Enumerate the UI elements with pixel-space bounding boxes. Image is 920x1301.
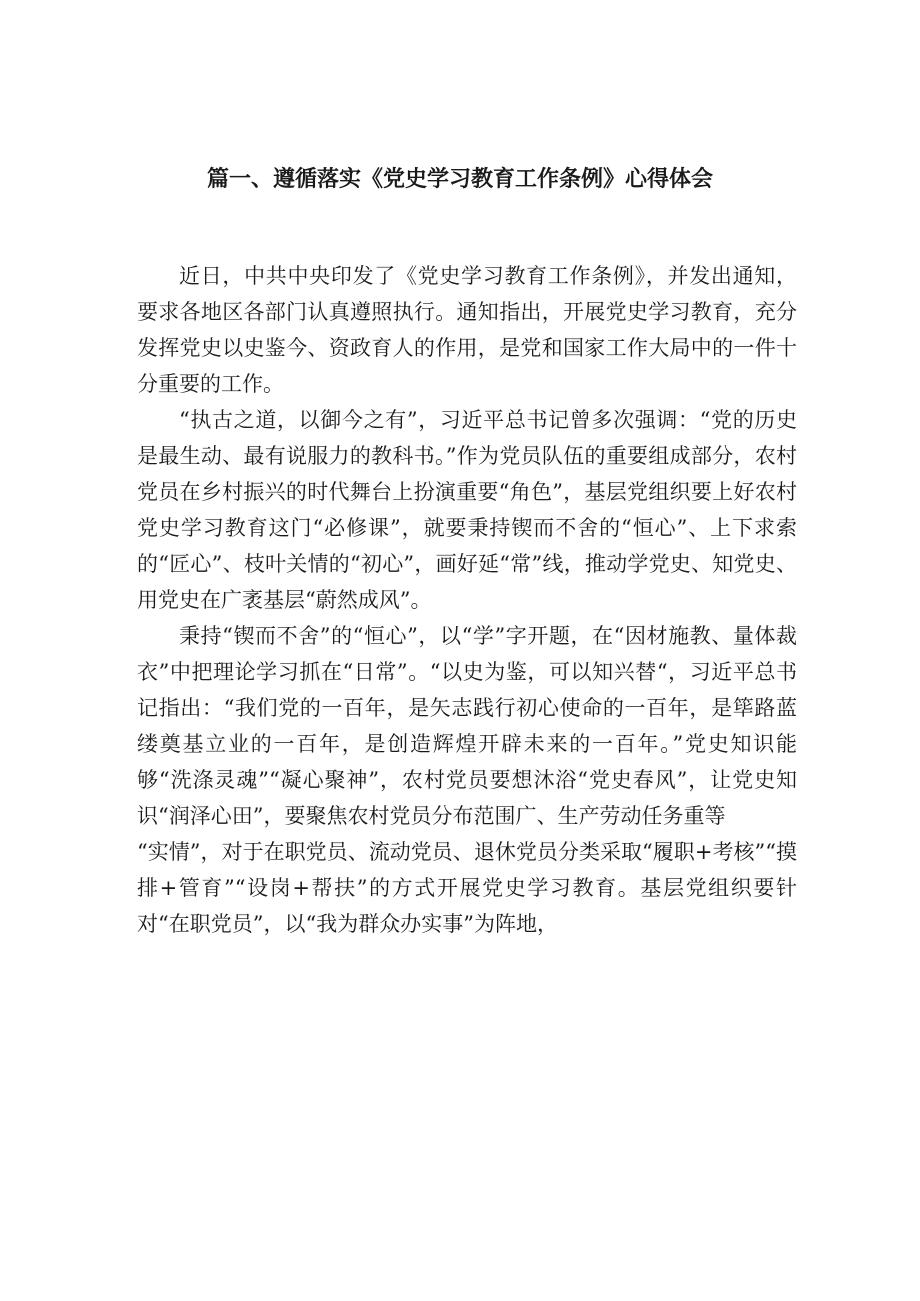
document-title: 篇一、遵循落实《党史学习教育工作条例》心得体会 <box>206 167 713 192</box>
paragraph-continuation: “实情”，对于在职党员、流动党员、退休党员分类采取“履职+考核”“摸排+管育”“设岗+帮扶”的方式开展党史学习教育。基层党组织要针对“在职党员”，以“我为群众办实事”为阵地， <box>137 840 797 936</box>
paragraph-1: 近日，中共中央印发了《党史学习教育工作条例》，并发出通知，要求各地区各部门认真遵照执行。通知指出，开展党史学习教育，充分发挥党史以史鉴今、资政育人的作用，是党和国家工作大局中的一件十分重要的工作。 <box>137 264 797 396</box>
document-body <box>137 258 797 942</box>
paragraph-3: 秉持“锲而不舍”的“恒心”，以“学”字开题，在“因材施教、量体裁衣”中把理论学习抓在“日常”。“以史为鉴，可以知兴替“，习近平总书记指出：“我们党的一百年，是矢志践行初心使命的一百年，是筚路蓝缕奠基立业的一百年，是创造辉煌开辟未来的一百年。”党史知识能够“洗涤灵魂”“凝心聚神”，农村党员要想沐浴“党史春风”，让党史知识“润泽心田”，要聚焦农村党员分布范围广、生产劳动任务重等 <box>137 624 797 828</box>
paragraph-2: “执古之道，以御今之有”，习近平总书记曾多次强调：“党的历史是最生动、最有说服力的教科书。”作为党员队伍的重要组成部分，农村党员在乡村振兴的时代舞台上扮演重要“角色”，基层党组织要上好农村党史学习教育这门“必修课”，就要秉持锲而不舍的“恒心”、上下求索的“匠心”、枝叶关情的“初心”，画好延“常”线，推动学党史、知党史、用党史在广袤基层“蔚然成风”。 <box>137 408 797 612</box>
